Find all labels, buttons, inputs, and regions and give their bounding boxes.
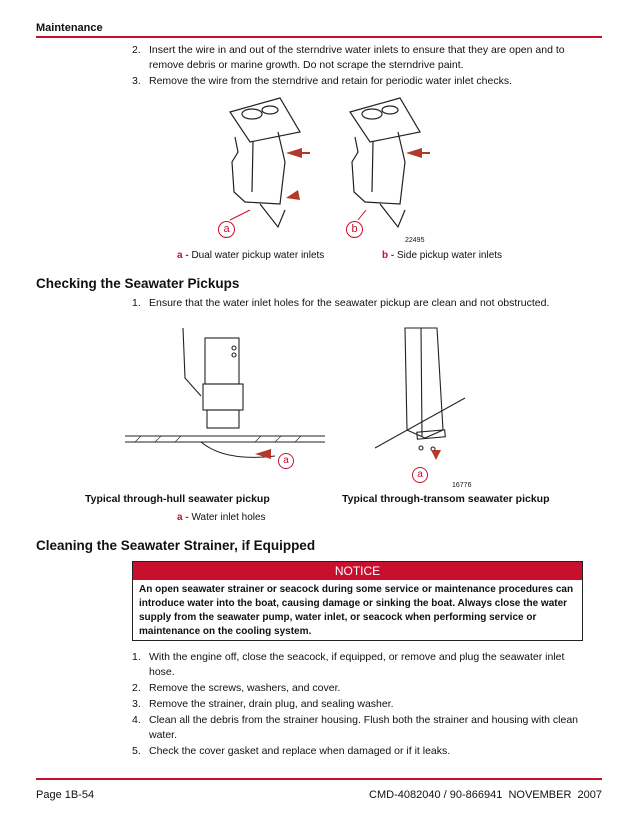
page-number: Page 1B-54: [36, 789, 95, 801]
step-3: [132, 74, 587, 89]
caption-through-hull: Typical through-hull seawater pickup: [85, 493, 270, 505]
step-text: Check the cover gasket and replace when damaged or if it leaks.: [149, 745, 451, 757]
notice-text: An open seawater strainer or seacock during some service or maintenance procedures can introduce water into the boat, causing damage or sinking the boat. Always close the water supply from the seawater pump, water inlet, or seacock when performing service or maintenance on the cooling system.: [139, 584, 574, 637]
seawater-pickup-illustration: [125, 318, 475, 490]
step-text: With the engine off, close the seacock, if equipped, or remove and plug the seawater inlet hose.: [149, 651, 565, 678]
callout-a: a: [218, 221, 235, 238]
step-text: Remove the wire from the sterndrive and retain for periodic water inlet checks.: [149, 75, 512, 87]
strainer-step-5: [132, 744, 587, 759]
step-number: 1.: [132, 651, 141, 663]
notice-box: [132, 561, 583, 641]
step-number: 2.: [132, 44, 141, 56]
legend-b: [382, 250, 502, 261]
step-text: Ensure that the water inlet holes for the seawater pickup are clean and not obstructed.: [149, 297, 550, 309]
step-number: 3.: [132, 698, 141, 710]
step-number: 2.: [132, 682, 141, 694]
legend-text: Water inlet holes: [191, 512, 266, 523]
legend-text: Dual water pickup water inlets: [191, 250, 325, 261]
figure-number: 22495: [405, 237, 425, 244]
step-2: [132, 43, 587, 72]
notice-title: NOTICE: [133, 562, 582, 580]
strainer-step-1: [132, 650, 587, 679]
step-text: Remove the screws, washers, and cover.: [149, 682, 341, 694]
step-text: Insert the wire in and out of the sterndrive water inlets to ensure that they are open and to remove debris or marine growth. Do not scrape the sterndrive paint.: [149, 44, 565, 71]
step-number: 1.: [132, 297, 141, 309]
legend-key: a -: [177, 512, 189, 523]
callout-a-through-hull: a: [278, 453, 294, 469]
step-text: Clean all the debris from the strainer housing. Flush both the strainer and housing with clean water.: [149, 714, 578, 741]
legend-text: Side pickup water inlets: [397, 250, 503, 261]
legend-key: b -: [382, 250, 395, 261]
strainer-step-2: [132, 681, 587, 696]
caption-through-transom: Typical through-transom seawater pickup: [342, 493, 550, 505]
legend-key: a -: [177, 250, 189, 261]
callout-a-transom: a: [412, 467, 428, 483]
section-heading-pickups: Checking the Seawater Pickups: [36, 276, 240, 291]
figure-number: 16776: [452, 482, 472, 489]
step-number: 4.: [132, 714, 141, 726]
footer-rule: [36, 778, 602, 780]
pickup-step-1: [132, 296, 587, 311]
legend-a: [177, 250, 324, 261]
step-number: 5.: [132, 745, 141, 757]
step-text: Remove the strainer, drain plug, and sealing washer.: [149, 698, 394, 710]
sterndrive-illustration: [190, 92, 450, 242]
strainer-step-4: [132, 713, 587, 742]
section-header: Maintenance: [36, 22, 103, 34]
section-heading-strainer: Cleaning the Seawater Strainer, if Equipped: [36, 538, 316, 553]
document-id: CMD-4082040 / 90-866941 NOVEMBER 2007: [369, 789, 602, 801]
legend-water-inlet: [177, 512, 266, 523]
callout-b: b: [346, 221, 363, 238]
header-rule: [36, 36, 602, 38]
strainer-step-3: [132, 697, 587, 712]
step-number: 3.: [132, 75, 141, 87]
